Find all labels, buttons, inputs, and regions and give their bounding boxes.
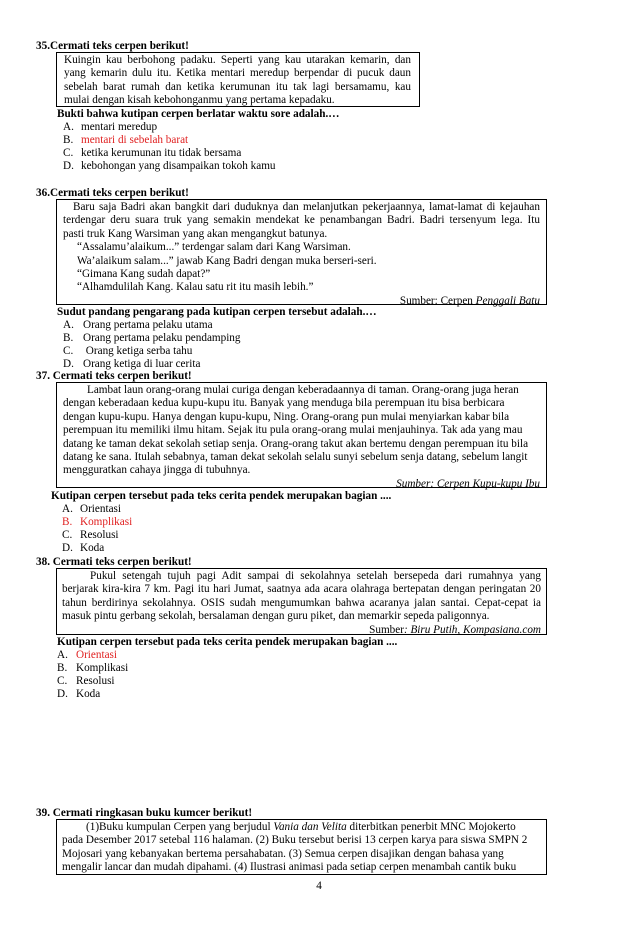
q36-text-line: “Assalamu’alaikum...” terdengar salam dari Kang Warsiman. (77, 241, 351, 254)
q38-text-line: berjarak kira-kira 7 km. Pagi itu hari Jumat, saatnya ada acara olahraga bertepatan dengan peringatan 20 (62, 583, 541, 596)
q37-text-line: perempuan itu memiliki ilmu hitam. Sejak itu pula orang-orang mulai menjauhinya. Tak ada yang mau (63, 424, 523, 437)
q37-excerpt-box (56, 382, 547, 488)
q36-text-line: “Gimana Kang sudah dapat?” (77, 268, 211, 281)
q37-source: Sumber: Cerpen Kupu-kupu Ibu (396, 477, 540, 490)
q38-option-d[interactable]: D. Koda (57, 688, 101, 700)
q38-option-b[interactable]: B. Komplikasi (57, 662, 129, 674)
q37-option-b[interactable]: B. Komplikasi (62, 516, 133, 528)
q37-text-line: dengan keberadaan kedua kupu-kupu itu. Banyak yang menduga bila perempuan itu bisa berbicara (63, 397, 505, 410)
q36-option-d[interactable]: D. Orang ketiga di luar cerita (63, 358, 201, 370)
q36-option-c[interactable]: C. Orang ketiga serba tahu (63, 345, 193, 357)
q36-heading: 36.Cermati teks cerpen berikut! (36, 187, 189, 199)
q35-text-line: yang kemarin dulu itu. Ketika mentari meredup berpendar di pucuk daun (64, 67, 411, 80)
q35-question: Bukti bahwa kutipan cerpen berlatar waktu sore adalah.… (57, 108, 340, 120)
q38-option-c[interactable]: C. Resolusi (57, 675, 115, 687)
q36-source: Sumber: Cerpen Penggali Batu (399, 294, 540, 307)
q36-text-line: “Alhamdulilah Kang. Kalau satu rit itu masih lebih.” (77, 281, 314, 294)
q39-heading: 39. Cermati ringkasan buku kumcer berikut! (36, 807, 253, 819)
q37-text-line: datang ke sana. Itulah sebabnya, taman dekat sekolah selalu sunyi sebelum senja datang, sebelum langit (63, 451, 528, 464)
q38-heading: 38. Cermati teks cerpen berikut! (36, 556, 192, 568)
q37-text-line: mengguratkan cahaya jingga di tubuhnya. (63, 464, 251, 477)
q35-option-c[interactable]: C. ketika kerumunan itu tidak bersama (63, 147, 242, 159)
q38-option-a[interactable]: A. Orientasi (57, 649, 118, 661)
q36-option-a[interactable]: A. Orang pertama pelaku utama (63, 319, 213, 331)
q38-question: Kutipan cerpen tersebut pada teks cerita pendek merupakan bagian .... (57, 636, 398, 648)
q35-text-line: Kuingin kau berbohong padaku. Seperti yang kau utarakan kemarin, dan (64, 54, 411, 66)
q38-excerpt-box (56, 568, 547, 635)
q35-text-line: sebelah barat rumah dan ketika kerumunan itu tak lagi bersamamu, kau (64, 80, 411, 93)
q39-text-line: Mojosari yang kebanyakan bertema persahabatan. (3) Semua cerpen disajikan dengan bahasa yang (62, 847, 504, 860)
page-number: 4 (316, 880, 322, 892)
q35-option-a[interactable]: A. mentari meredup (63, 121, 158, 133)
q38-source: Sumber: Biru Putih, Kompasiana.com (369, 623, 541, 636)
q35-option-d[interactable]: D. kebohongan yang disampaikan tokoh kamu (63, 160, 276, 172)
q37-option-d[interactable]: D. Koda (62, 542, 105, 554)
q35-text-line: mulai dengan kisah kebohonganmu yang pertama kepadaku. (64, 94, 335, 107)
q38-text-line: tahun berdirinya sekolahnya. OSIS sudah mengumumkan bahwa acaranya jalan santai. Cepat-cepat ia (62, 596, 541, 609)
q36-option-b[interactable]: B. Orang pertama pelaku pendamping (63, 332, 241, 344)
q37-option-a[interactable]: A. Orientasi (62, 503, 122, 515)
q37-text-line: Lambat laun orang-orang mulai curiga dengan keberadaannya di taman. Orang-orang juga heran (87, 384, 519, 396)
q39-text-line: pada Desember 2017 setebal 116 halaman. (2) Buku tersebut berisi 13 cerpen karya para siswa SMPN 2 (62, 834, 528, 847)
q37-heading: 37. Cermati teks cerpen berikut! (36, 370, 192, 382)
q39-summary-box (56, 819, 547, 875)
q35-heading: 35.Cermati teks cerpen berikut! (36, 40, 189, 52)
q38-text-line: Pukul setengah tujuh pagi Adit sampai di sekolahnya setelah bersepeda dari rumahnya yang (90, 570, 541, 582)
q37-text-line: dengan kupu-kupu. Hanya dengan kupu-kupu, Ning. Orang-orang pun mulai menyiarkan kabar bila (63, 410, 510, 423)
q36-text-line: Baru saja Badri akan bangkit dari duduknya dan melanjutkan pekerjaannya, lamat-lamat di kejauhan (73, 201, 540, 213)
q35-option-b[interactable]: B. mentari di sebelah barat (63, 134, 189, 146)
q39-text-line: mengalir lancar dan mudah dipahami. (4) Ilustrasi animasi pada setiap cerpen menambah cantik buku (62, 861, 517, 874)
q37-question: Kutipan cerpen tersebut pada teks cerita pendek merupakan bagian .... (51, 490, 392, 502)
q39-text-line: (1)Buku kumpulan Cerpen yang berjudul Vania dan Velita diterbitkan penerbit MNC Mojokerto (86, 821, 516, 833)
q36-text-line: pasti truk Kang Warsiman yang akan mengangkut batunya. (63, 227, 328, 240)
q37-text-line: datang ke taman dekat sekolah setiap senja. Orang-orang takut akan bertemu dengan perempuan itu bila (63, 437, 529, 450)
q36-text-line: Wa’alaikum salam...” jawab Kang Badri dengan muka berseri-seri. (77, 254, 377, 267)
q36-question: Sudut pandang pengarang pada kutipan cerpen tersebut adalah.… (57, 306, 377, 318)
q38-text-line: masuk pintu gerbang sekolah, bersalaman dengan guru piket, dan memarkir sepeda paligonnya. (62, 610, 490, 623)
q36-excerpt-box (56, 199, 547, 305)
q36-text-line: terdengar deru suara truk yang semakin mendekat ke penambangan Badri. Badri tersenyum lega. Itu (63, 214, 540, 227)
q35-excerpt-box (56, 52, 420, 107)
q37-option-c[interactable]: C. Resolusi (62, 529, 119, 541)
